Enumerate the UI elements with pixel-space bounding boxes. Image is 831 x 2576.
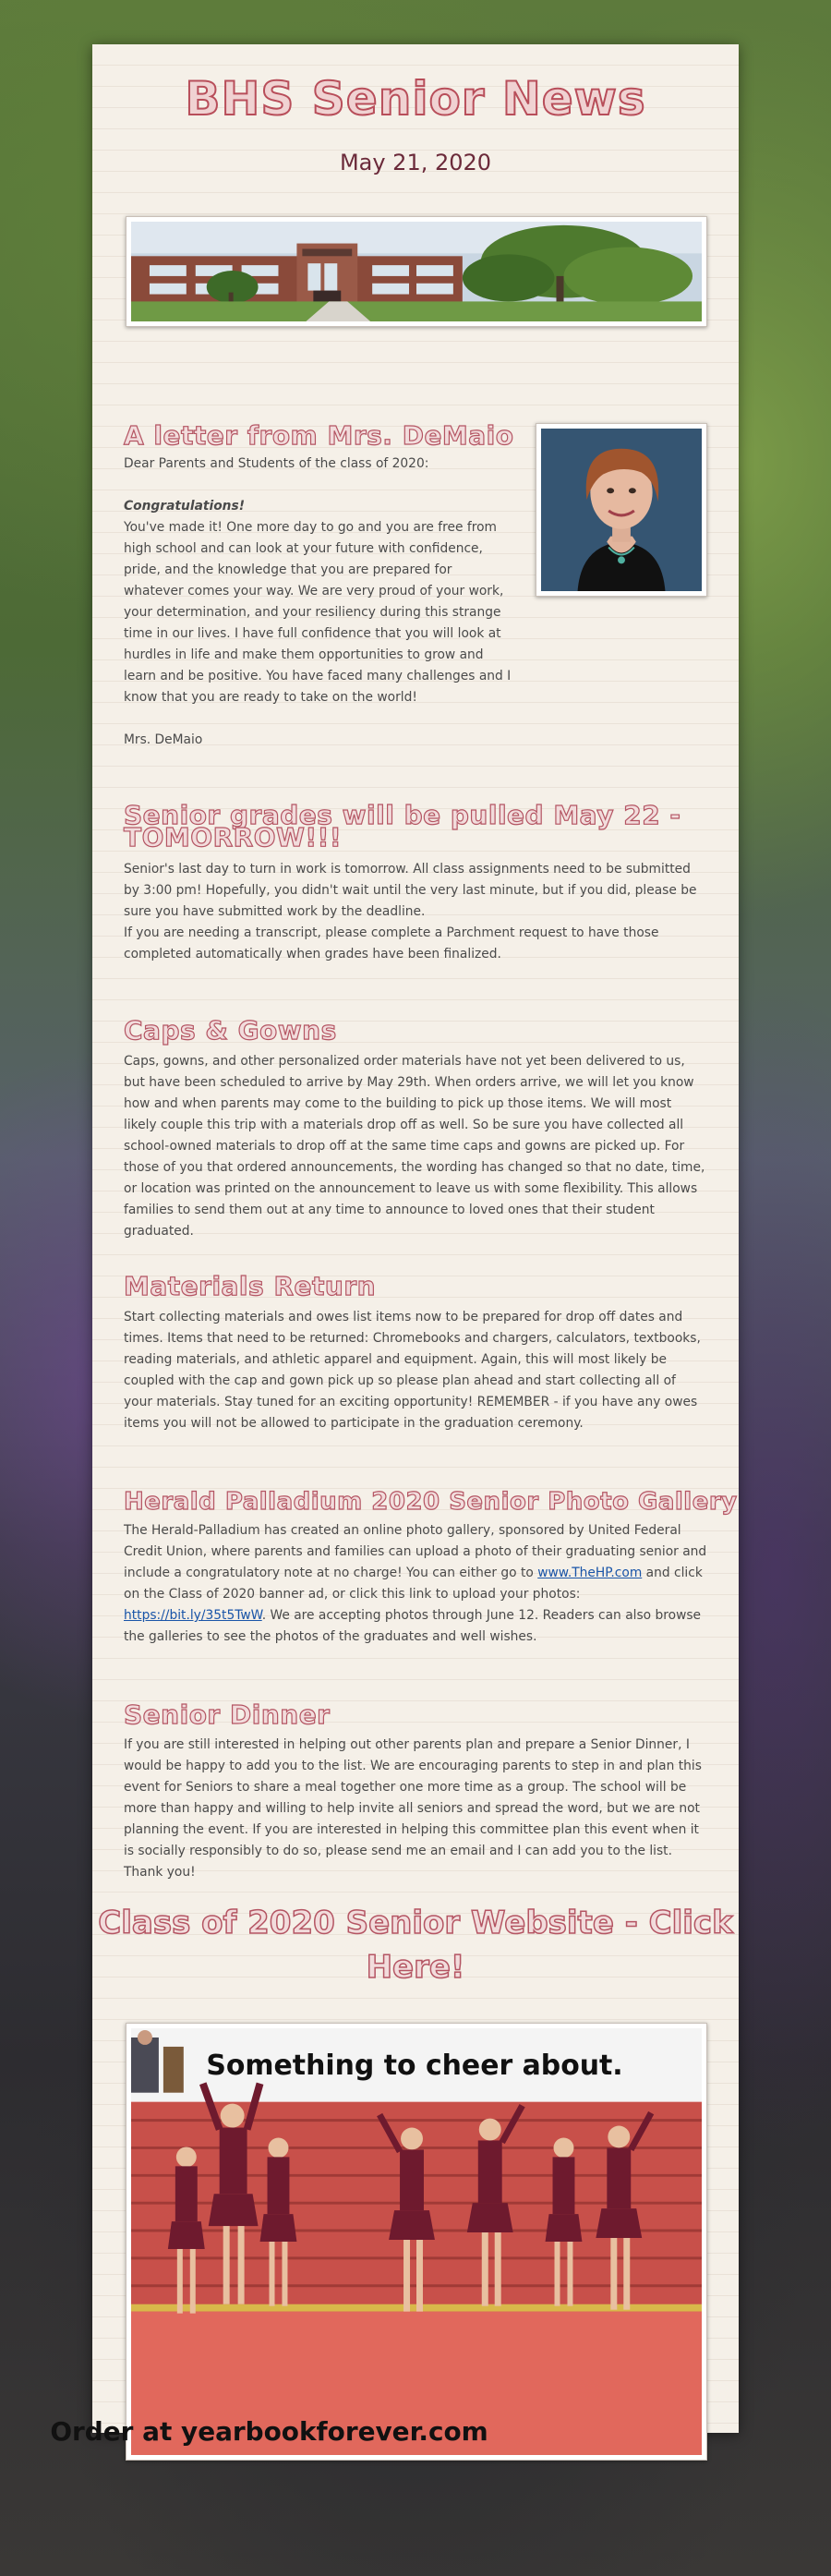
grades-paragraph-1: Senior's last day to turn in work is tomorrow. All class assignments need to be submitted by 3:00 pm! Hopefully, you didn't wait until the very last minute, but if you did, please be sure you have submitted work by the deadline. [124,862,697,919]
thehp-link[interactable]: www.TheHP.com [537,1566,643,1580]
upload-photos-link[interactable]: https://bit.ly/35t5TwW [124,1608,262,1623]
senior-dinner-body [124,1735,707,1883]
materials-return-body [124,1307,707,1434]
grades-body [124,859,707,965]
photo-gallery-body [124,1520,707,1648]
photo-gallery-text-3: . We are accepting photos through June 12. Readers can also browse the galleries to see the photos of the graduates and well wishes. [124,1608,702,1644]
letter-body [124,454,512,751]
caps-gowns-heading: Caps & Gowns [124,1015,337,1046]
letter-congratulations: Congratulations! [124,499,246,514]
caps-gowns-paragraph: Caps, gowns, and other personalized order materials have not yet been delivered to us, but have been scheduled to arrive by May 29th. When orders arrive, we will let you know how and when parents may come to the building to pick up those items. We will most likely couple this trip with a materials drop off as well. So be sure you have collected all school-owned materials to drop off at the same time caps and gowns are picked up. For those of you that ordered announcements, the wording has changed so that no date, time, or location was printed on the announcement to leave us with some flexibility. This allows families to send them out at any time to announce to loved ones that their student graduated. [124,1054,705,1239]
letter-greeting: Dear Parents and Students of the class of 2020: [124,456,429,471]
materials-return-heading: Materials Return [124,1271,377,1301]
letter-signature: Mrs. DeMaio [124,732,203,747]
yearbook-ad-footer: Order at yearbookforever.com [50,2416,488,2448]
photo-gallery-text-2: and click on the Class of 2020 banner ad, or click this link to upload your photos: [124,1566,703,1602]
newsletter-card [50,44,739,2448]
caps-gowns-body [124,1051,707,1242]
newsletter-title: BHS Senior News [185,72,646,126]
senior-dinner-heading: Senior Dinner [124,1699,331,1730]
newsletter-date: May 21, 2020 [339,150,492,175]
portrait-image [541,429,702,591]
materials-return-paragraph: Start collecting materials and owes list items now to be prepared for drop off dates and times. Items that need to be returned: Chromebooks and chargers, calculators, textbooks, reading materials, and athletic apparel and equipment. Again, this will most likely be coupled with the cap and gown pick up so please plan ahead and start collecting all of your materials. Stay tuned for an exciting opportunity! REMEMBER - if you have any owes items you will not be allowed to participate in the graduation ceremony. [124,1310,701,1431]
school-building-photo [126,216,707,327]
senior-website-link[interactable]: Class of 2020 Senior Website - Click Here! [98,1905,733,1986]
school-building-image [131,222,702,321]
letter-heading: A letter from Mrs. DeMaio [124,420,514,451]
grades-paragraph-2: If you are needing a transcript, please complete a Parchment request to have those completed automatically when grades have been finalized. [124,925,659,961]
yearbook-ad-headline: Something to cheer about. [206,2049,623,2082]
yearbook-ad[interactable] [50,2023,707,2461]
demaio-portrait [536,423,707,597]
letter-paragraph: You've made it! One more day to go and you are free from high school and can look at your future with confidence, pride, and the knowledge that you are prepared for whatever comes your way. We are very proud of your work, your determination, and your resiliency during this strange time in our lives. I have full confidence that you will look at hurdles in life and make them opportunities to grow and learn and be positive. You have faced many challenges and I know that you are ready to take on the world! [124,520,512,705]
senior-dinner-paragraph: If you are still interested in helping out other parents plan and prepare a Senior Dinner, I would be happy to add you to the list. We are encouraging parents to step in and plan this event for Seniors to share a meal together one more time as a group. The school will be more than happy and willing to help invite all seniors and spread the word, but we are not planning the event. If you are interested in helping this committee plan this event when it is socially responsibly to do so, please send me an email and I can add you to the list. Thank you! [124,1737,702,1880]
yearbook-ad-image [50,2028,702,2455]
photo-gallery-text-1: The Herald-Palladium has created an online photo gallery, sponsored by United Federal Credit Union, where parents and families can upload a photo of their graduating senior and include a congratulatory note at no charge! You can either go to [124,1523,707,1580]
grades-heading: Senior grades will be pulled May 22 - TOMORROW!!! [124,800,681,853]
photo-gallery-paragraph [124,1520,707,1648]
photo-gallery-heading: Herald Palladium 2020 Senior Photo Gallery [124,1488,738,1516]
